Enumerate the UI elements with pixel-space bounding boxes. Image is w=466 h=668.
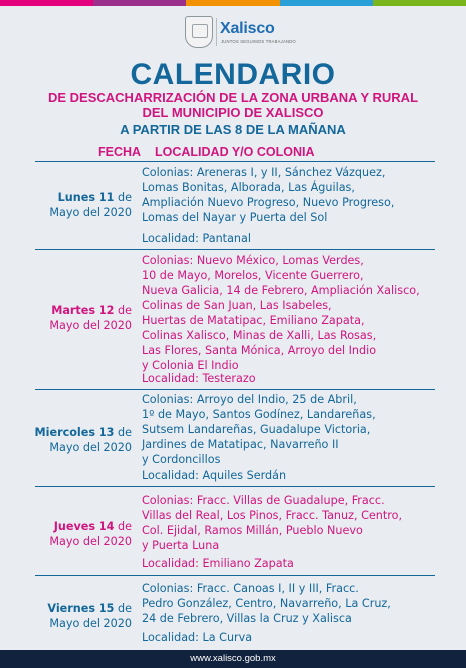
header-divider	[216, 18, 217, 46]
entry-colonias: Colonias: Areneras I, y II, Sánchez Vázquez, Lomas Bonitas, Alborada, Las Águilas, Ampliación Nuevo Progreso, Nuevo Progreso, Lomas del Nayar y Puerta del Sol	[142, 166, 395, 224]
entry-localidad: Localidad: Aquiles Serdán	[142, 469, 287, 482]
entry-date	[18, 425, 132, 455]
entry-localidad: Localidad: La Curva	[142, 631, 253, 644]
entry-day-suffix: de	[114, 426, 132, 439]
page-title: CALENDARIO	[130, 58, 336, 91]
entry-day: Jueves 14	[53, 520, 115, 533]
entry-day: Miercoles 13	[34, 426, 115, 439]
entry-day: Lunes 11	[57, 191, 115, 204]
entry-colonias: Colonias: Nuevo México, Lomas Verdes, 10 de Mayo, Morelos, Vicente Guerrero, Nueva Galicia, 14 de Febrero, Ampliación Xalisco, Colinas de San Juan, Las Isabeles, Huertas de Matatipac, Emiliano Zapata, Colinas Xalisco, Minas de Xalli, Las Rosas, Las Flores, Santa Mónica, Arroyo del Indio y Colonia El Indio	[142, 254, 420, 372]
entry-day-suffix: de	[114, 602, 132, 615]
entry-localidad: Localidad: Emiliano Zapata	[142, 557, 294, 570]
subtitle-line-2: DEL MUNICIPIO DE XALISCO	[142, 105, 324, 120]
entry-month: Mayo del 2020	[49, 206, 132, 219]
divider	[35, 575, 435, 576]
logo-tagline: JUNTOS SEGUIMOS TRABAJANDO	[221, 39, 296, 44]
entry-colonias: Colonias: Arroyo del Indio, 25 de Abril, 1º de Mayo, Santos Godínez, Landareñas, Sutsem Landareñas, Guadalupe Victoria, Jardines de Matatipac, Navarreño II y Cordoncillos	[142, 393, 376, 466]
entry-date	[18, 190, 132, 220]
column-header-locality: LOCALIDAD Y/O COLONIA	[155, 145, 315, 159]
divider	[35, 486, 435, 487]
divider	[35, 249, 435, 250]
entry-month: Mayo del 2020	[49, 319, 132, 332]
entry-day-suffix: de	[114, 191, 132, 204]
entry-day: Martes 12	[51, 304, 115, 317]
entry-day-suffix: de	[114, 520, 132, 533]
entry-month: Mayo del 2020	[49, 535, 132, 548]
entry-colonias: Colonias: Fracc. Villas de Guadalupe, Fracc. Villas del Real, Los Pinos, Fracc. Tanuz, Centro, Col. Ejidal, Ramos Millán, Pueblo Nuevo y Puerta Luna	[142, 494, 403, 552]
entry-month: Mayo del 2020	[49, 617, 132, 630]
entry-date	[18, 303, 132, 333]
entry-localidad: Localidad: Pantanal	[142, 232, 251, 245]
column-header-date: FECHA	[98, 145, 142, 159]
divider	[35, 161, 435, 162]
subtitle-line-3: A PARTIR DE LAS 8 DE LA MAÑANA	[120, 122, 346, 137]
entry-day: Viernes 15	[47, 602, 115, 615]
coat-of-arms-icon	[185, 16, 213, 48]
entry-month: Mayo del 2020	[49, 441, 132, 454]
logo: Xalisco	[220, 20, 275, 37]
entry-date	[18, 601, 132, 631]
divider	[35, 389, 435, 390]
entry-colonias: Colonias: Fracc. Canoas I, II y III, Fracc. Pedro González, Centro, Navarreño, La Cruz, 24 de Febrero, Villas la Cruz y Xalisca	[142, 582, 391, 625]
entry-date	[18, 519, 132, 549]
entry-localidad: Localidad: Testerazo	[142, 372, 256, 385]
header	[0, 6, 466, 52]
entry-day-suffix: de	[114, 304, 132, 317]
subtitle-line-1: DE DESCACHARRIZACIÓN DE LA ZONA URBANA Y RURAL	[47, 90, 419, 105]
footer-url[interactable]: www.xalisco.gob.mx	[190, 653, 276, 664]
footer	[0, 650, 466, 668]
